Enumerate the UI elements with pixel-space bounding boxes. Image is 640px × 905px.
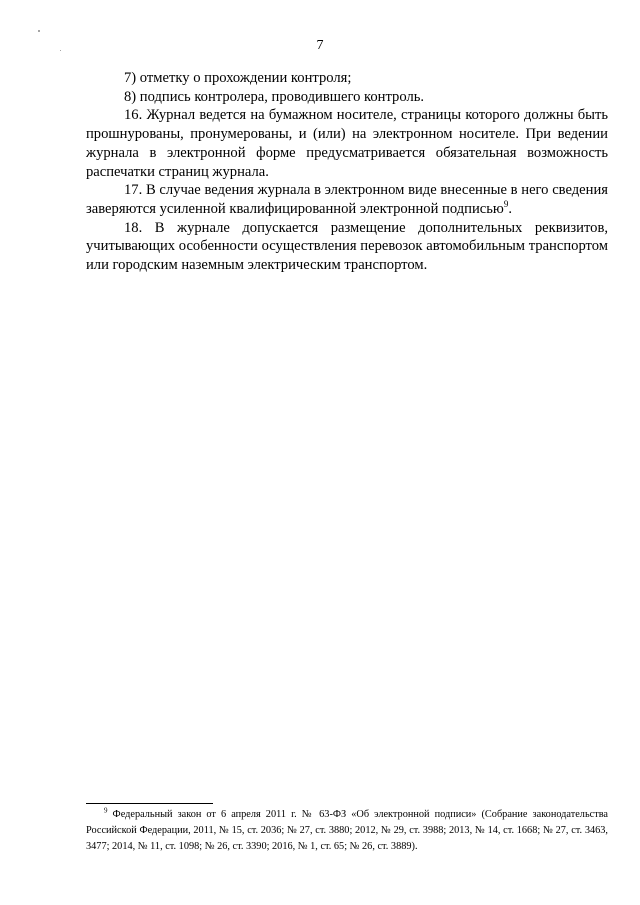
page-number: 7 bbox=[316, 38, 324, 53]
footnote-text: Федеральный закон от 6 апреля 2011 г. № 63-ФЗ «Об электронной подписи» (Собрание законодательства Российской Федерации, 2011, № 15, ст. 2036; № 27, ст. 3880; 2012, № 29, ст. 3988; 2013, № 14, ст. 1668; № 27, ст. 3463, 3477; 2014, № 11, ст. 1098; № 26, ст. 3390; 2016, № 1, ст. 65; № 26, ст. 3889). bbox=[86, 809, 608, 852]
list-item-7: 7) отметку о прохождении контроля; bbox=[124, 70, 352, 86]
list-item-8: 8) подпись контролера, проводившего контроль. bbox=[124, 88, 425, 105]
document-body bbox=[86, 69, 608, 275]
clause-17-end: . bbox=[508, 200, 512, 217]
footnote-ref: 9 bbox=[503, 199, 509, 210]
scan-speck bbox=[38, 30, 40, 32]
footnote-divider bbox=[86, 803, 213, 804]
footnote-marker: 9 bbox=[104, 806, 108, 815]
clause-18: 18. В журнале допускается размещение дополнительных реквизитов, учитывающих особенности осуществления перевозок автомобильным транспортом или городским наземным электрическим транспортом. bbox=[86, 219, 608, 274]
clause-17-text: 17. В случае ведения журнала в электронном виде внесенные в него сведения заверяются усиленной квалифицированной электронной подписью bbox=[86, 182, 608, 217]
clause-16: 16. Журнал ведется на бумажном носителе, страницы которого должны быть прошнурованы, пронумерованы, и (или) на электронном носителе. При ведении журнала в электронной форме предусматривается обязательная возможность распечатки страниц журнала. bbox=[86, 107, 608, 180]
footnote bbox=[86, 807, 608, 855]
clause-17 bbox=[86, 181, 608, 218]
